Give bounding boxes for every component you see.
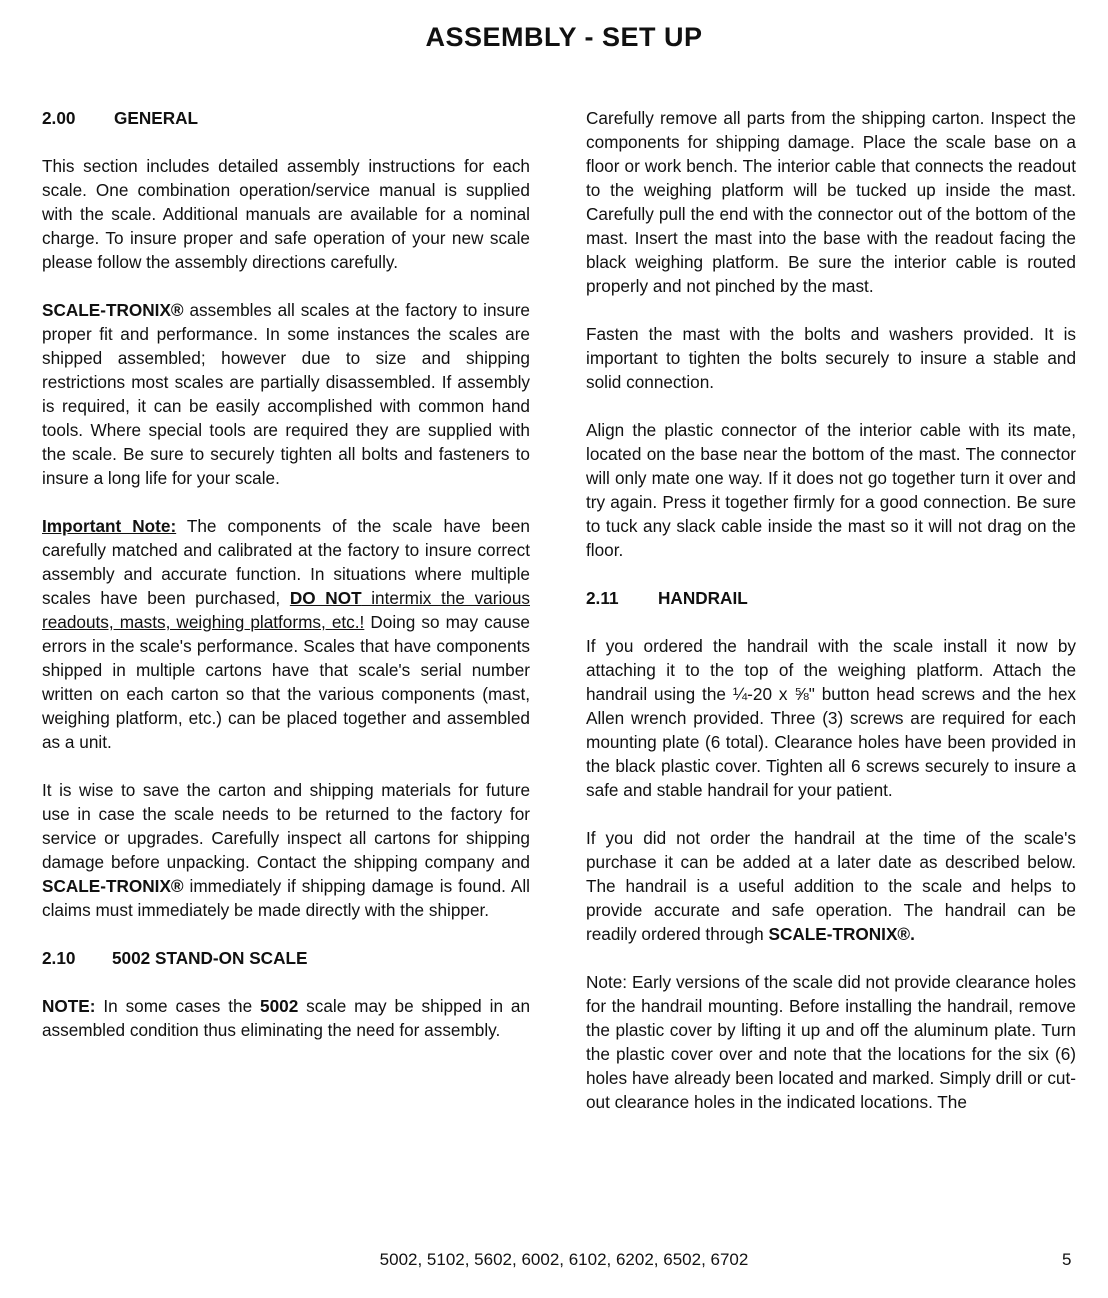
general-paragraph-2 (42, 298, 530, 490)
right-column (586, 106, 1076, 1138)
assembly-paragraph-1: Carefully remove all parts from the shipping carton. Inspect the components for shipping damage. Place the scale base on a floor or work bench. The interior cable that connects the readout to the weighing platform will be tucked up inside the mast. Carefully pull the end with the connector out of the bottom of the mast. Insert the mast into the base with the readout facing the black weighing platform. Be sure the interior cable is routed properly and not pinched by the mast. (586, 108, 1076, 296)
stand-on-note (42, 994, 530, 1042)
page-number: 5 (1062, 1250, 1072, 1269)
handrail-paragraph-1: If you ordered the handrail with the scale install it now by attaching it to the top of the weighing platform. Attach the handrail using the ¼-20 x ⅝" button head screws and the hex Allen wrench provided. Three (3) screws are required for each mounting plate (6 total). Clearance holes have been provided in the black plastic cover. Tighten all 6 screws securely to insure a safe and stable handrail for your patient. (586, 636, 1076, 800)
section-heading-stand-on-scale (42, 946, 530, 970)
assembly-paragraph-3: Align the plastic connector of the interior cable with its mate, located on the base near the bottom of the mast. The connector will only mate one way. If it does not go together turn it over and try again. Press it together firmly for a good connection. Be sure to tuck any slack cable inside the mast so it will not drag on the floor. (586, 420, 1076, 560)
paragraph-text: If you did not order the handrail at the time of the scale's purchase it can be added at a later date as described below. The handrail is a useful addition to the scale and helps to provide accurate and safe operation. The handrail can be readily ordered through (586, 828, 1076, 944)
handrail-note-paragraph: Note: Early versions of the scale did not provide clearance holes for the handrail mounting. Before installing the handrail, remove the plastic cover by lifting it up and off the aluminum plate. Turn the plastic cover over and note that the locations for the six (6) holes have already been located and marked. Simply drill or cut-out clearance holes in the indicated locations. The (586, 972, 1076, 1112)
important-note-label: Important Note: (42, 516, 177, 536)
section-number: 2.11 (586, 588, 619, 608)
paragraph-text: immediately if shipping damage is found. All claims must immediately be made directly with the shipper. (42, 876, 530, 920)
paragraph-text: Doing so may cause errors in the scale's performance. Scales that have components shipped in multiple cartons have that scale's serial number written on each carton so that the various components (mast, weighing platform, etc.) can be placed together and assembled as a unit. (42, 612, 530, 752)
left-column (42, 106, 530, 1066)
model-number: 5002 (260, 996, 299, 1016)
important-note-paragraph (42, 514, 530, 754)
section-number: 2.10 (42, 948, 76, 968)
brand-name: SCALE-TRONIX®. (768, 924, 915, 944)
paragraph-text: scale may be shipped in an assembled condition thus eliminating the need for assembly. (42, 996, 531, 1040)
paragraph-text: In some cases the (95, 996, 261, 1016)
model-list: 5002, 5102, 5602, 6002, 6102, 6202, 6502, 6702 (379, 1250, 749, 1269)
note-label: NOTE: (42, 996, 96, 1016)
do-not-warning: DO NOT (289, 588, 362, 608)
section-title: HANDRAIL (658, 588, 748, 608)
section-heading-general (42, 106, 530, 130)
section-number: 2.00 (42, 108, 76, 128)
intermix-warning: intermix the various readouts, masts, weighing platforms, etc.! (42, 588, 530, 632)
assembly-paragraph-2: Fasten the mast with the bolts and washers provided. It is important to tighten the bolts securely to insure a stable and solid connection. (586, 324, 1076, 392)
brand-name: SCALE-TRONIX® (42, 876, 184, 896)
paragraph-text: The components of the scale have been carefully matched and calibrated at the factory to insure correct assembly and accurate function. In situations where multiple scales have been purchased, (42, 516, 530, 608)
section-title: 5002 STAND-ON SCALE (112, 948, 308, 968)
section-title: GENERAL (114, 108, 199, 128)
paragraph-text: assembles all scales at the factory to insure proper fit and performance. In some instances the scales are shipped assembled; however due to size and shipping restrictions most scales are partially disassembled. If assembly is required, it can be easily accomplished with common hand tools. Where special tools are required they are supplied with the scale. Be sure to securely tighten all bolts and fasteners to insure a long life for your scale. (42, 300, 530, 488)
paragraph-text: It is wise to save the carton and shipping materials for future use in case the scale needs to be returned to the factory for service or upgrades. Carefully inspect all cartons for shipping damage before unpacking. Contact the shipping company and (42, 780, 530, 872)
general-paragraph-4 (42, 778, 530, 922)
handrail-paragraph-2 (586, 826, 1076, 946)
general-paragraph-1: This section includes detailed assembly instructions for each scale. One combination operation/service manual is supplied with the scale. Additional manuals are available for a nominal charge. To insure proper and safe operation of your new scale please follow the assembly directions carefully. (42, 156, 530, 272)
brand-name: SCALE-TRONIX® (42, 300, 184, 320)
section-heading-handrail (586, 586, 1076, 610)
page-title: ASSEMBLY - SET UP (425, 22, 703, 52)
